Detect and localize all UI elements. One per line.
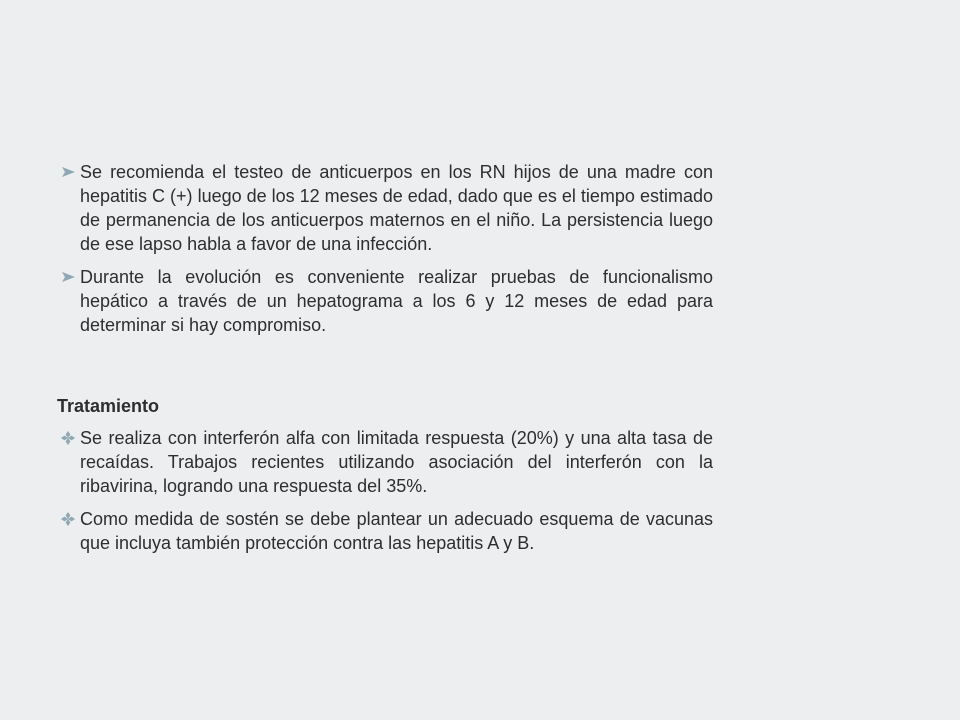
four-diamond-bullet-icon [59, 507, 77, 531]
section-heading-treatment: Tratamiento [57, 396, 160, 416]
bullet-item-liver-function [57, 265, 713, 337]
arrowhead-bullet-icon [59, 160, 77, 184]
bullet-text: Como medida de sostén se debe plantear un adecuado esquema de vacunas que incluya también protección contra las hepatitis A y B. [80, 509, 713, 553]
bullet-item-interferon [57, 426, 713, 498]
bullet-text: Se recomienda el testeo de anticuerpos en los RN hijos de una madre con hepatitis C (+) luego de los 12 meses de edad, dado que es el tiempo estimado de permanencia de los anticuerpos maternos en el niño. La persistencia luego de ese lapso habla a favor de una infección. [80, 162, 713, 254]
four-diamond-bullet-icon [59, 426, 77, 450]
bullet-item-vaccination [57, 507, 713, 555]
bullet-text: Se realiza con interferón alfa con limitada respuesta (20%) y una alta tasa de recaídas. Trabajos recientes utilizando asociación del interferón con la ribavirina, logrando una respuesta del 35%. [80, 428, 713, 496]
arrowhead-bullet-icon [59, 265, 77, 289]
slide-content [57, 160, 713, 555]
bullet-text: Durante la evolución es conveniente realizar pruebas de funcionalismo hepático a través de un hepatograma a los 6 y 12 meses de edad para determinar si hay compromiso. [80, 267, 713, 335]
bullet-item-antibody-testing [57, 160, 713, 256]
